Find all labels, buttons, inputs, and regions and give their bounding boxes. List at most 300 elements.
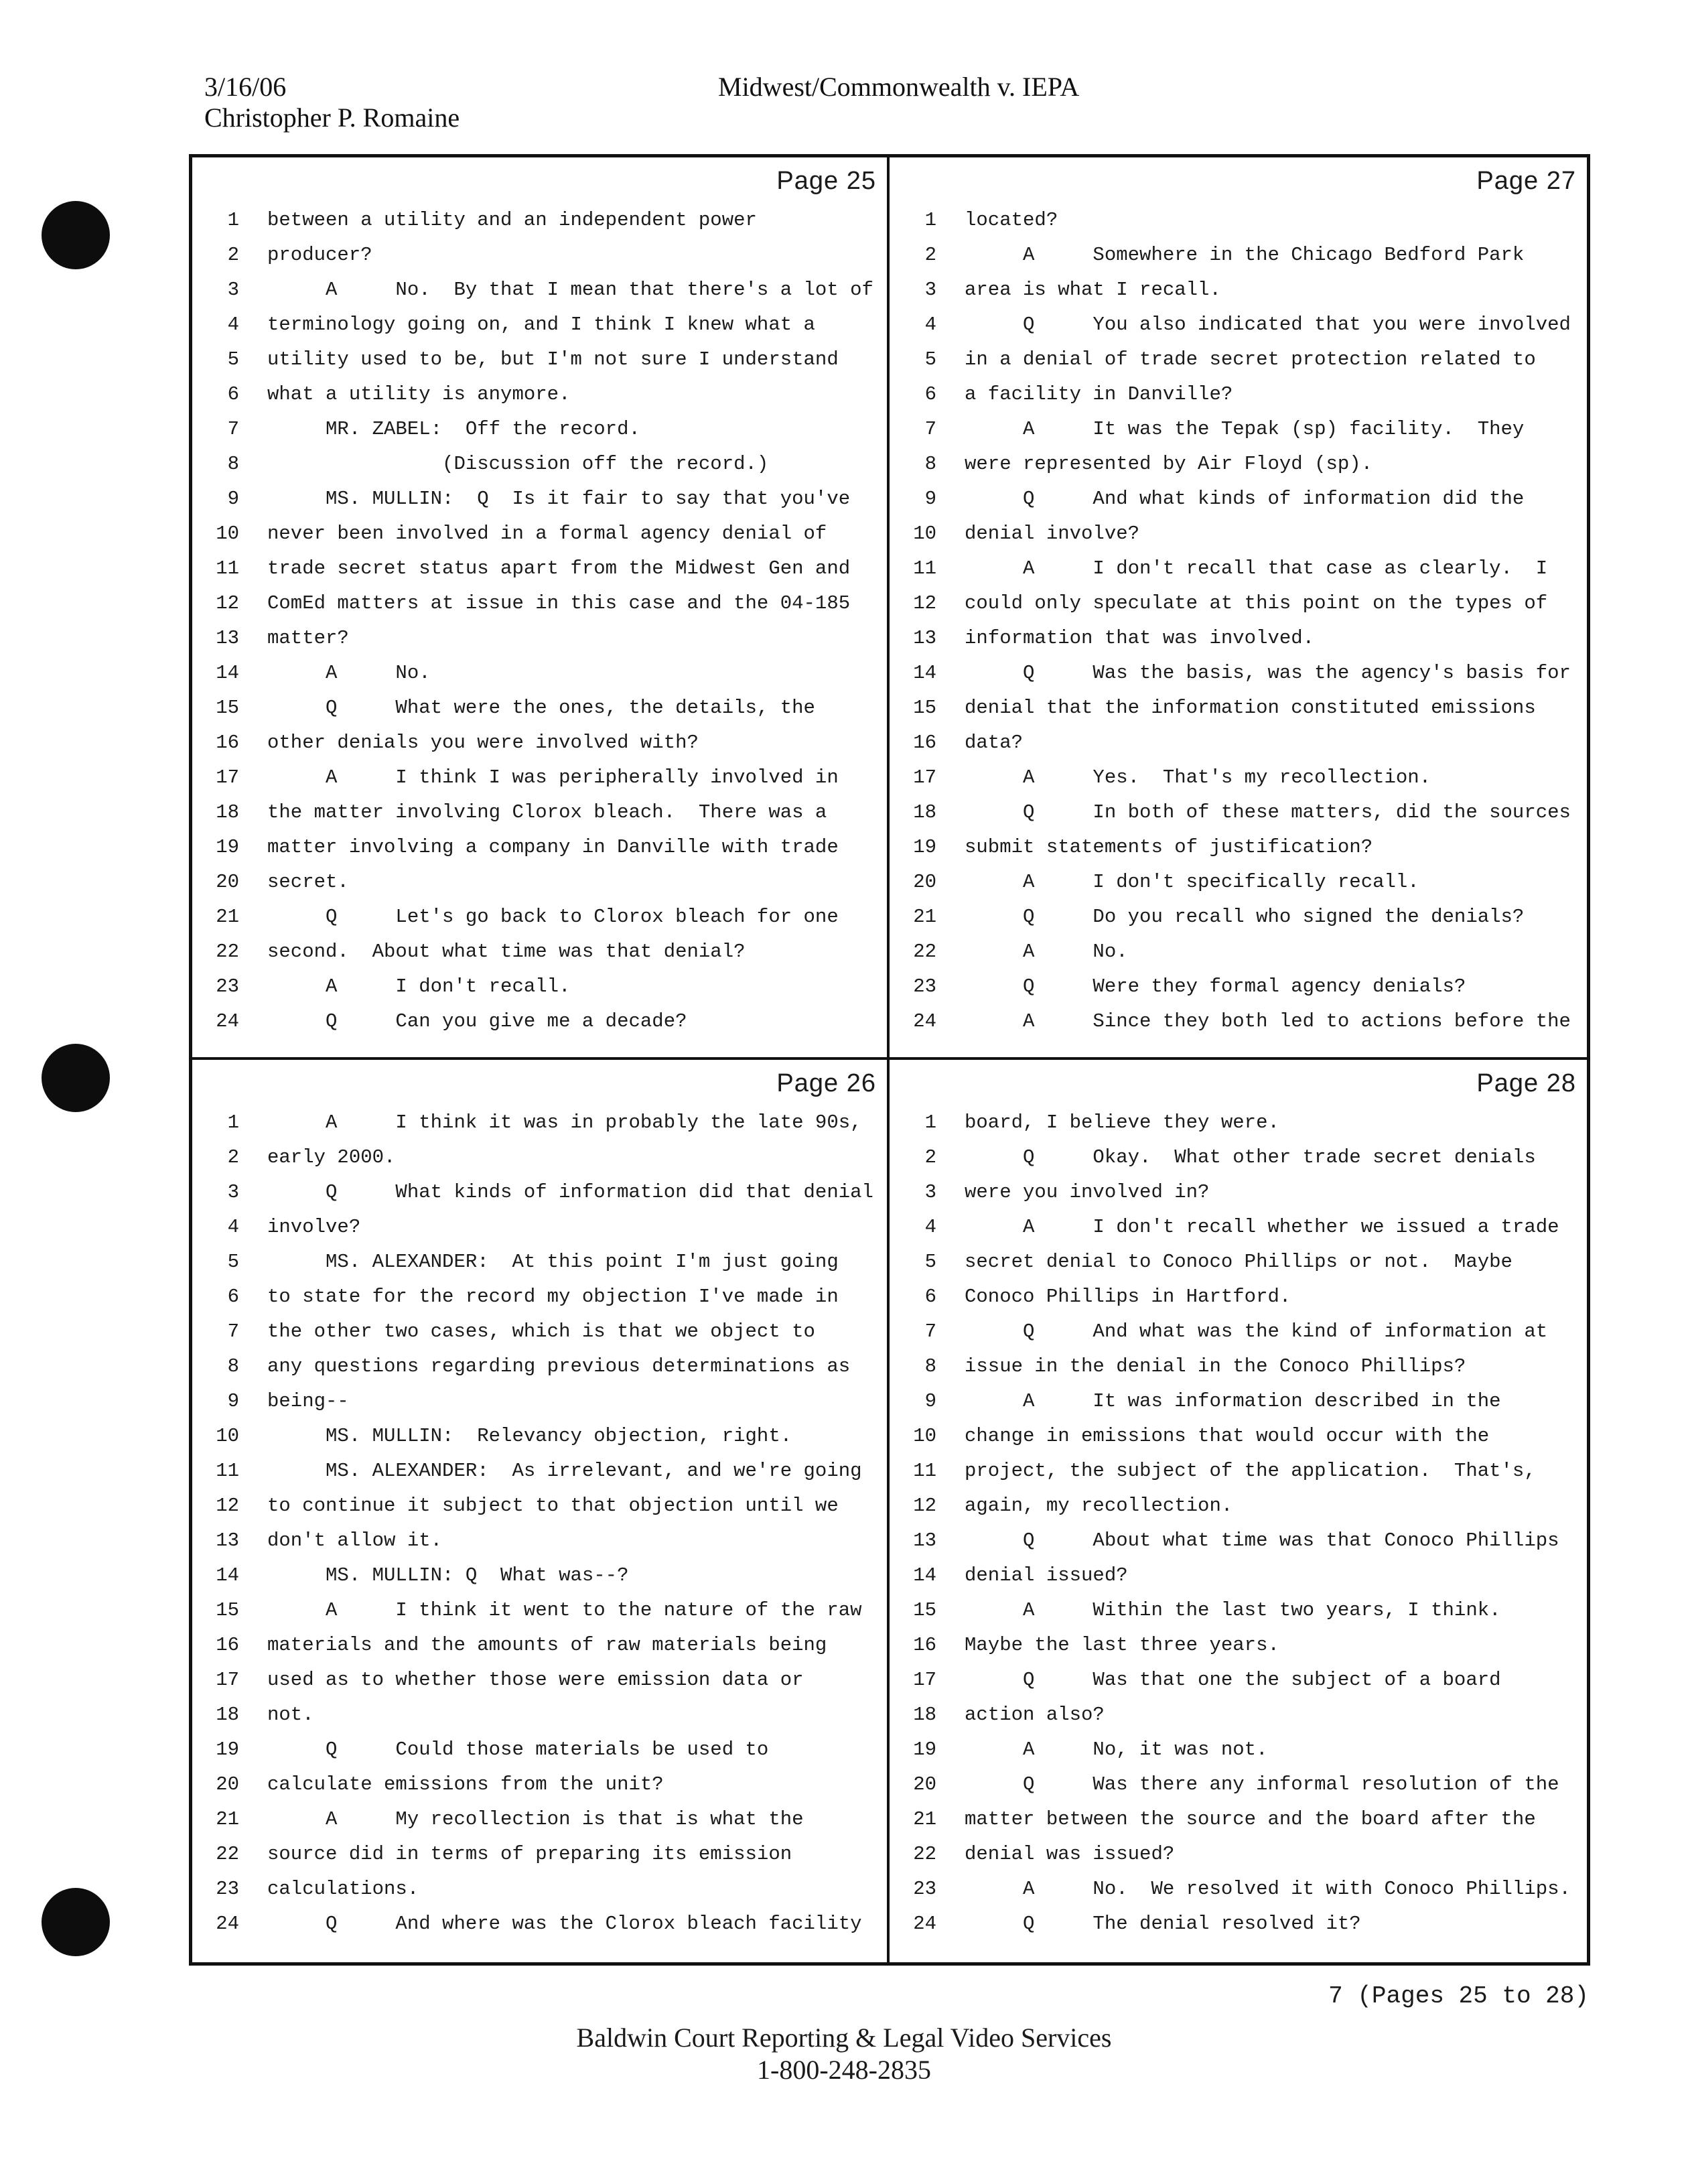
line-text: project, the subject of the application. That's,: [965, 1460, 1536, 1482]
line-text: calculate emissions from the unit?: [267, 1773, 664, 1795]
transcript-line: [192, 1314, 882, 1349]
line-number: 17: [216, 766, 239, 789]
transcript-line: [890, 377, 1581, 412]
transcript-line: [192, 1004, 882, 1039]
line-text: A I think I was peripherally involved in: [267, 766, 839, 789]
line-number: 24: [913, 1010, 936, 1032]
line-number: 13: [913, 1529, 936, 1552]
line-number: 1: [924, 209, 936, 231]
line-text: involve?: [267, 1216, 361, 1238]
line-text: A It was information described in the: [965, 1390, 1501, 1412]
line-number: 16: [913, 1634, 936, 1656]
line-text: Q The denial resolved it?: [965, 1913, 1361, 1935]
line-number: 12: [913, 592, 936, 614]
transcript-line: [192, 1767, 882, 1802]
line-text: could only speculate at this point on the types of: [965, 592, 1548, 614]
transcript-line: [890, 1314, 1581, 1349]
line-number: 10: [216, 523, 239, 545]
binder-hole-bottom: [42, 1888, 110, 1956]
line-number: 1: [227, 1111, 239, 1134]
line-text: data?: [965, 732, 1024, 754]
line-number: 8: [924, 453, 936, 475]
line-number: 15: [913, 697, 936, 719]
transcript-line: [890, 1698, 1581, 1732]
line-text: source did in terms of preparing its emission: [267, 1843, 792, 1865]
line-number: 16: [216, 1634, 239, 1656]
line-text: MS. MULLIN: Relevancy objection, right.: [267, 1425, 792, 1447]
line-number: 6: [227, 1286, 239, 1308]
transcript-line: [890, 1419, 1581, 1454]
line-number: 16: [913, 732, 936, 754]
line-text: MS. MULLIN: Q What was--?: [267, 1564, 629, 1586]
transcript-line: [192, 1419, 882, 1454]
transcript-line: [192, 1663, 882, 1698]
line-number: 7: [227, 418, 239, 440]
transcript-line: [890, 1558, 1581, 1593]
deposition-date: 3/16/06: [204, 72, 287, 102]
transcript-line: [890, 482, 1581, 517]
line-number: 21: [216, 906, 239, 928]
transcript-line: [192, 1802, 882, 1837]
transcript-line: [890, 1210, 1581, 1245]
line-text: A No, it was not.: [965, 1738, 1268, 1761]
transcript-page: [192, 157, 890, 1060]
line-number: 19: [913, 1738, 936, 1761]
transcript-line: [890, 1175, 1581, 1210]
line-text: issue in the denial in the Conoco Phillips?: [965, 1355, 1466, 1377]
line-text: change in emissions that would occur with the: [965, 1425, 1490, 1447]
case-title: Midwest/Commonwealth v. IEPA: [718, 72, 1080, 102]
line-number: 17: [216, 1669, 239, 1691]
line-text: Q Okay. What other trade secret denials: [965, 1146, 1536, 1168]
transcript-line: [890, 656, 1581, 691]
line-number: 6: [227, 383, 239, 405]
line-number: 13: [216, 1529, 239, 1552]
line-text: a facility in Danville?: [965, 383, 1233, 405]
firm-phone: 1-800-248-2835: [757, 2055, 931, 2085]
line-number: 23: [216, 975, 239, 998]
line-text: Q And what kinds of information did the: [965, 488, 1525, 510]
line-text: information that was involved.: [965, 627, 1315, 649]
line-number: 13: [913, 627, 936, 649]
transcript-line: [890, 1802, 1581, 1837]
transcript-line: [192, 760, 882, 795]
line-number: 5: [924, 1251, 936, 1273]
transcript-line: [890, 1489, 1581, 1523]
transcript-line: [192, 969, 882, 1004]
line-text: MS. ALEXANDER: At this point I'm just going: [267, 1251, 839, 1273]
line-number: 15: [216, 1599, 239, 1621]
line-number: 11: [216, 1460, 239, 1482]
line-number: 6: [924, 383, 936, 405]
line-text: to continue it subject to that objection until we: [267, 1495, 839, 1517]
line-number: 14: [216, 1564, 239, 1586]
line-text: utility used to be, but I'm not sure I understand: [267, 348, 839, 370]
line-number: 24: [216, 1913, 239, 1935]
line-number: 23: [216, 1878, 239, 1900]
line-number: 14: [913, 662, 936, 684]
transcript-grid: [189, 154, 1590, 1966]
transcript-line: [192, 1523, 882, 1558]
line-number: 2: [227, 244, 239, 266]
transcript-line: [192, 621, 882, 656]
line-text: denial that the information constituted emissions: [965, 697, 1536, 719]
page-number-title: Page 25: [776, 167, 876, 195]
line-number: 5: [227, 1251, 239, 1273]
line-number: 3: [924, 1181, 936, 1203]
transcript-line: [192, 1454, 882, 1489]
line-text: being--: [267, 1390, 349, 1412]
line-text: Q In both of these matters, did the sources: [965, 801, 1571, 823]
transcript-line: [192, 656, 882, 691]
line-text: A Since they both led to actions before the: [965, 1010, 1571, 1032]
transcript-line: [192, 726, 882, 760]
line-text: MS. ALEXANDER: As irrelevant, and we're going: [267, 1460, 862, 1482]
line-text: A It was the Tepak (sp) facility. They: [965, 418, 1525, 440]
transcript-line: [890, 726, 1581, 760]
line-text: A I don't recall that case as clearly. I: [965, 557, 1548, 579]
line-number: 4: [924, 1216, 936, 1238]
line-number: 19: [216, 836, 239, 858]
transcript-line: [890, 1454, 1581, 1489]
transcript-line: [890, 412, 1581, 447]
line-text: ComEd matters at issue in this case and the 04-185: [267, 592, 851, 614]
transcript-line: [192, 865, 882, 900]
line-text: calculations.: [267, 1878, 419, 1900]
page-summary: 7 (Pages 25 to 28): [1328, 1982, 1589, 2010]
transcript-line: [192, 935, 882, 969]
line-text: (Discussion off the record.): [267, 453, 769, 475]
line-text: secret denial to Conoco Phillips or not. Maybe: [965, 1251, 1513, 1273]
line-text: A I don't specifically recall.: [965, 871, 1419, 893]
transcript-line: [192, 551, 882, 586]
transcript-line: [192, 1210, 882, 1245]
line-number: 4: [227, 1216, 239, 1238]
line-text: board, I believe they were.: [965, 1111, 1279, 1134]
transcript-line: [890, 795, 1581, 830]
transcript-line: [890, 760, 1581, 795]
line-text: between a utility and an independent power: [267, 209, 757, 231]
transcript-line: [192, 830, 882, 865]
line-number: 22: [913, 1843, 936, 1865]
line-text: the matter involving Clorox bleach. There was a: [267, 801, 827, 823]
line-text: in a denial of trade secret protection related to: [965, 348, 1536, 370]
line-text: A I think it was in probably the late 90s,: [267, 1111, 862, 1134]
line-number: 20: [216, 1773, 239, 1795]
transcript-line: [192, 1245, 882, 1280]
transcript-line: [192, 273, 882, 308]
line-text: Conoco Phillips in Hartford.: [965, 1286, 1291, 1308]
line-text: matter between the source and the board after the: [965, 1808, 1536, 1830]
line-number: 2: [227, 1146, 239, 1168]
line-number: 8: [227, 1355, 239, 1377]
line-text: Q And where was the Clorox bleach facility: [267, 1913, 862, 1935]
transcript-line: [890, 1140, 1581, 1175]
transcript-line: [890, 830, 1581, 865]
line-number: 6: [924, 1286, 936, 1308]
line-number: 5: [227, 348, 239, 370]
line-text: denial issued?: [965, 1564, 1128, 1586]
transcript-line: [890, 273, 1581, 308]
transcript-line: [192, 517, 882, 551]
transcript-line: [192, 377, 882, 412]
transcript-line: [890, 1280, 1581, 1314]
transcript-page: [192, 1060, 890, 1962]
line-number: 11: [913, 557, 936, 579]
line-number: 14: [913, 1564, 936, 1586]
line-number: 23: [913, 1878, 936, 1900]
line-number: 7: [924, 418, 936, 440]
page-number-title: Page 26: [776, 1069, 876, 1097]
line-number: 8: [924, 1355, 936, 1377]
transcript-line: [192, 1175, 882, 1210]
line-text: terminology going on, and I think I knew what a: [267, 314, 815, 336]
line-number: 7: [227, 1320, 239, 1343]
transcript-line: [890, 1349, 1581, 1384]
line-text: what a utility is anymore.: [267, 383, 571, 405]
line-text: MS. MULLIN: Q Is it fair to say that you've: [267, 488, 851, 510]
line-number: 10: [913, 1425, 936, 1447]
line-text: A No.: [965, 941, 1128, 963]
line-text: A Within the last two years, I think.: [965, 1599, 1501, 1621]
line-text: A I don't recall whether we issued a trade: [965, 1216, 1559, 1238]
line-number: 11: [216, 557, 239, 579]
transcript-line: [890, 551, 1581, 586]
line-number: 20: [913, 1773, 936, 1795]
transcript-page: [890, 1060, 1587, 1962]
line-text: A Yes. That's my recollection.: [965, 766, 1431, 789]
transcript-line: [890, 1837, 1581, 1872]
line-number: 10: [913, 523, 936, 545]
transcript-line: [192, 1384, 882, 1419]
line-number: 20: [913, 871, 936, 893]
transcript-line: [192, 342, 882, 377]
line-number: 15: [913, 1599, 936, 1621]
reporting-firm: Baldwin Court Reporting & Legal Video Services: [576, 2023, 1112, 2053]
line-number: 3: [227, 279, 239, 301]
binder-hole-middle: [42, 1044, 110, 1112]
line-text: A I think it went to the nature of the raw: [267, 1599, 862, 1621]
transcript-line: [890, 1004, 1581, 1039]
line-number: 1: [227, 209, 239, 231]
line-number: 16: [216, 732, 239, 754]
line-text: matter?: [267, 627, 349, 649]
line-text: any questions regarding previous determinations as: [267, 1355, 851, 1377]
line-text: Q Let's go back to Clorox bleach for one: [267, 906, 839, 928]
line-text: Q Can you give me a decade?: [267, 1010, 687, 1032]
line-text: producer?: [267, 244, 372, 266]
transcript-line: [192, 238, 882, 273]
transcript-line: [192, 1732, 882, 1767]
transcript-page: [890, 157, 1587, 1060]
transcript-line: [890, 1523, 1581, 1558]
line-number: 18: [216, 1704, 239, 1726]
transcript-line: [192, 1558, 882, 1593]
line-text: A My recollection is that is what the: [267, 1808, 804, 1830]
line-text: second. About what time was that denial?: [267, 941, 746, 963]
transcript-line: [192, 1872, 882, 1907]
line-number: 8: [227, 453, 239, 475]
line-text: Q Do you recall who signed the denials?: [965, 906, 1525, 928]
line-text: were you involved in?: [965, 1181, 1210, 1203]
transcript-line: [192, 1907, 882, 1941]
line-number: 4: [227, 314, 239, 336]
line-number: 19: [216, 1738, 239, 1761]
transcript-line: [890, 900, 1581, 935]
transcript-line: [890, 1907, 1581, 1941]
line-text: Q What kinds of information did that denial: [267, 1181, 873, 1203]
transcript-line: [890, 1593, 1581, 1628]
line-number: 22: [913, 941, 936, 963]
line-number: 23: [913, 975, 936, 998]
transcript-line: [890, 1628, 1581, 1663]
line-number: 2: [924, 244, 936, 266]
witness-name: Christopher P. Romaine: [204, 103, 460, 133]
transcript-line: [192, 447, 882, 482]
line-number: 12: [913, 1495, 936, 1517]
line-text: not.: [267, 1704, 314, 1726]
transcript-line: [192, 1280, 882, 1314]
transcript-line: [192, 1140, 882, 1175]
transcript-line: [192, 900, 882, 935]
line-text: early 2000.: [267, 1146, 396, 1168]
line-text: secret.: [267, 871, 349, 893]
line-text: to state for the record my objection I've made in: [267, 1286, 839, 1308]
line-number: 13: [216, 627, 239, 649]
line-text: located?: [965, 209, 1058, 231]
line-number: 22: [216, 941, 239, 963]
line-number: 14: [216, 662, 239, 684]
line-text: used as to whether those were emission data or: [267, 1669, 804, 1691]
transcript-line: [192, 691, 882, 726]
transcript-line: [890, 447, 1581, 482]
line-number: 21: [913, 906, 936, 928]
transcript-line: [192, 1349, 882, 1384]
line-text: Q You also indicated that you were involved: [965, 314, 1571, 336]
line-text: Q About what time was that Conoco Phillips: [965, 1529, 1559, 1552]
page-number-title: Page 27: [1476, 167, 1576, 195]
line-text: the other two cases, which is that we object to: [267, 1320, 815, 1343]
line-number: 18: [913, 801, 936, 823]
transcript-line: [192, 586, 882, 621]
transcript-line: [890, 1663, 1581, 1698]
line-text: A Somewhere in the Chicago Bedford Park: [965, 244, 1525, 266]
line-text: A No.: [267, 662, 431, 684]
line-text: denial involve?: [965, 523, 1140, 545]
line-number: 21: [216, 1808, 239, 1830]
line-text: MR. ZABEL: Off the record.: [267, 418, 640, 440]
line-text: A I don't recall.: [267, 975, 571, 998]
line-number: 10: [216, 1425, 239, 1447]
line-number: 22: [216, 1843, 239, 1865]
line-number: 18: [216, 801, 239, 823]
line-number: 9: [924, 1390, 936, 1412]
line-text: Q Was that one the subject of a board: [965, 1669, 1501, 1691]
line-text: don't allow it.: [267, 1529, 443, 1552]
line-text: Q What were the ones, the details, the: [267, 697, 815, 719]
line-number: 20: [216, 871, 239, 893]
line-number: 3: [924, 279, 936, 301]
transcript-line: [192, 795, 882, 830]
line-number: 1: [924, 1111, 936, 1134]
line-number: 24: [913, 1913, 936, 1935]
line-number: 12: [216, 1495, 239, 1517]
transcript-line: [890, 1767, 1581, 1802]
line-text: A No. We resolved it with Conoco Phillips.: [965, 1878, 1571, 1900]
line-number: 9: [924, 488, 936, 510]
line-number: 7: [924, 1320, 936, 1343]
transcript-line: [192, 1489, 882, 1523]
transcript-line: [890, 1384, 1581, 1419]
transcript-line: [890, 1105, 1581, 1140]
transcript-line: [890, 203, 1581, 238]
line-text: A No. By that I mean that there's a lot of: [267, 279, 873, 301]
transcript-line: [192, 412, 882, 447]
transcript-line: [890, 969, 1581, 1004]
line-text: matter involving a company in Danville with trade: [267, 836, 839, 858]
line-text: trade secret status apart from the Midwest Gen and: [267, 557, 851, 579]
line-number: 18: [913, 1704, 936, 1726]
line-number: 9: [227, 488, 239, 510]
transcript-line: [192, 203, 882, 238]
transcript-line: [890, 1872, 1581, 1907]
transcript-line: [890, 517, 1581, 551]
line-number: 11: [913, 1460, 936, 1482]
line-number: 17: [913, 766, 936, 789]
line-text: denial was issued?: [965, 1843, 1175, 1865]
transcript-line: [192, 1105, 882, 1140]
line-number: 5: [924, 348, 936, 370]
transcript-line: [890, 621, 1581, 656]
line-text: again, my recollection.: [965, 1495, 1233, 1517]
transcript-line: [890, 342, 1581, 377]
line-text: action also?: [965, 1704, 1105, 1726]
line-number: 12: [216, 592, 239, 614]
line-text: submit statements of justification?: [965, 836, 1373, 858]
line-number: 17: [913, 1669, 936, 1691]
line-text: Q Were they formal agency denials?: [965, 975, 1466, 998]
line-number: 4: [924, 314, 936, 336]
line-number: 3: [227, 1181, 239, 1203]
line-text: Q Could those materials be used to: [267, 1738, 769, 1761]
transcript-line: [890, 308, 1581, 342]
line-text: Q And what was the kind of information at: [965, 1320, 1548, 1343]
line-number: 24: [216, 1010, 239, 1032]
page-number-title: Page 28: [1476, 1069, 1576, 1097]
binder-hole-top: [42, 201, 110, 269]
line-number: 15: [216, 697, 239, 719]
line-text: Q Was the basis, was the agency's basis for: [965, 662, 1571, 684]
transcript-line: [890, 1732, 1581, 1767]
transcript-line: [890, 238, 1581, 273]
line-number: 21: [913, 1808, 936, 1830]
transcript-line: [890, 865, 1581, 900]
line-text: materials and the amounts of raw materials being: [267, 1634, 827, 1656]
line-text: Q Was there any informal resolution of the: [965, 1773, 1559, 1795]
transcript-line: [192, 308, 882, 342]
transcript-line: [192, 1698, 882, 1732]
transcript-line: [192, 1628, 882, 1663]
transcript-line: [890, 935, 1581, 969]
transcript-line: [890, 1245, 1581, 1280]
line-text: were represented by Air Floyd (sp).: [965, 453, 1373, 475]
transcript-line: [890, 586, 1581, 621]
line-number: 19: [913, 836, 936, 858]
line-text: other denials you were involved with?: [267, 732, 699, 754]
line-number: 9: [227, 1390, 239, 1412]
transcript-line: [192, 482, 882, 517]
transcript-line: [890, 691, 1581, 726]
